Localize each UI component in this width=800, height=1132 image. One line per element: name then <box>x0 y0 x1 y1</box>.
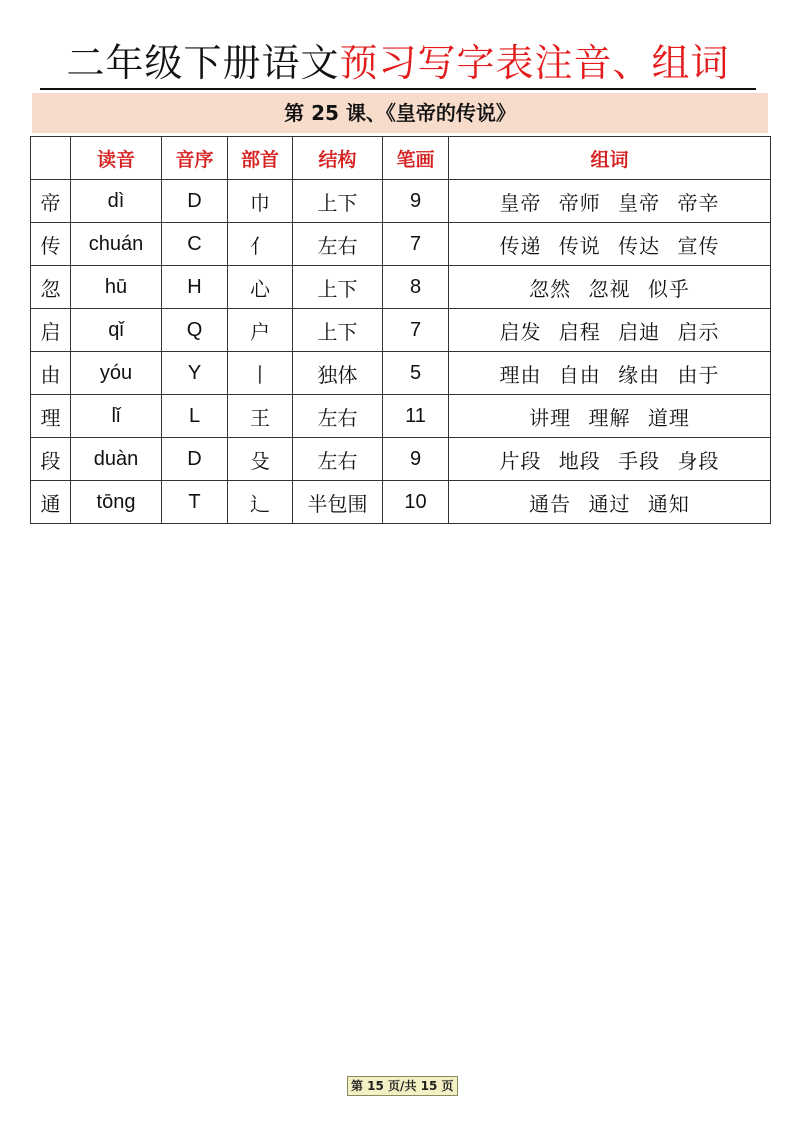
row-structure: 左右 <box>293 223 383 266</box>
row-pinyin: dì <box>71 180 162 223</box>
row-structure: 半包围 <box>293 481 383 524</box>
row-words: 传递 传说 传达 宣传 <box>449 223 771 266</box>
page-number: 第 15 页/共 15 页 <box>347 1076 458 1096</box>
row-structure: 上下 <box>293 309 383 352</box>
row-pinyin: chuán <box>71 223 162 266</box>
table-row <box>31 352 771 395</box>
row-structure: 独体 <box>293 352 383 395</box>
row-words: 启发 启程 启迪 启示 <box>449 309 771 352</box>
character-table <box>30 136 771 524</box>
table-row <box>31 438 771 481</box>
row-character: 段 <box>31 438 71 481</box>
header-radical: 部首 <box>228 137 293 180</box>
row-character: 帝 <box>31 180 71 223</box>
row-character: 由 <box>31 352 71 395</box>
header-pinyin: 读音 <box>71 137 162 180</box>
row-character: 忽 <box>31 266 71 309</box>
row-words: 讲理 理解 道理 <box>449 395 771 438</box>
table-row <box>31 309 771 352</box>
row-strokes: 7 <box>383 309 449 352</box>
row-strokes: 8 <box>383 266 449 309</box>
row-sequence: C <box>162 223 228 266</box>
row-character: 启 <box>31 309 71 352</box>
row-structure: 左右 <box>293 438 383 481</box>
header-strokes: 笔画 <box>383 137 449 180</box>
title-grade-part: 二年级下册语文 <box>66 41 340 85</box>
row-words: 片段 地段 手段 身段 <box>449 438 771 481</box>
row-sequence: H <box>162 266 228 309</box>
row-strokes: 7 <box>383 223 449 266</box>
page-title <box>40 38 756 90</box>
row-sequence: Y <box>162 352 228 395</box>
table-row <box>31 223 771 266</box>
row-words: 通告 通过 通知 <box>449 481 771 524</box>
row-sequence: Q <box>162 309 228 352</box>
row-radical: 心 <box>228 266 293 309</box>
row-radical: 亻 <box>228 223 293 266</box>
title-topic-part: 预习写字表注音、组词 <box>339 41 730 85</box>
table-header-row <box>31 137 771 180</box>
row-strokes: 5 <box>383 352 449 395</box>
row-structure: 左右 <box>293 395 383 438</box>
row-radical: 殳 <box>228 438 293 481</box>
header-words: 组词 <box>449 137 771 180</box>
row-sequence: D <box>162 180 228 223</box>
table-row <box>31 180 771 223</box>
row-words: 忽然 忽视 似乎 <box>449 266 771 309</box>
row-pinyin: lǐ <box>71 395 162 438</box>
row-radical: 丨 <box>228 352 293 395</box>
row-pinyin: duàn <box>71 438 162 481</box>
row-sequence: D <box>162 438 228 481</box>
row-structure: 上下 <box>293 180 383 223</box>
row-pinyin: qǐ <box>71 309 162 352</box>
row-character: 通 <box>31 481 71 524</box>
row-strokes: 9 <box>383 438 449 481</box>
row-strokes: 11 <box>383 395 449 438</box>
row-structure: 上下 <box>293 266 383 309</box>
row-radical: 王 <box>228 395 293 438</box>
header-char <box>31 137 71 180</box>
row-strokes: 9 <box>383 180 449 223</box>
row-character: 传 <box>31 223 71 266</box>
row-words: 理由 自由 缘由 由于 <box>449 352 771 395</box>
row-radical: 辶 <box>228 481 293 524</box>
row-pinyin: yóu <box>71 352 162 395</box>
row-strokes: 10 <box>383 481 449 524</box>
row-words: 皇帝 帝师 皇帝 帝辛 <box>449 180 771 223</box>
row-pinyin: tōng <box>71 481 162 524</box>
row-sequence: L <box>162 395 228 438</box>
table-row <box>31 481 771 524</box>
row-radical: 户 <box>228 309 293 352</box>
lesson-heading: 第 25 课、《皇帝的传说》 <box>32 93 768 133</box>
table-row <box>31 266 771 309</box>
row-character: 理 <box>31 395 71 438</box>
header-sequence: 音序 <box>162 137 228 180</box>
header-structure: 结构 <box>293 137 383 180</box>
row-radical: 巾 <box>228 180 293 223</box>
table-row <box>31 395 771 438</box>
row-sequence: T <box>162 481 228 524</box>
row-pinyin: hū <box>71 266 162 309</box>
